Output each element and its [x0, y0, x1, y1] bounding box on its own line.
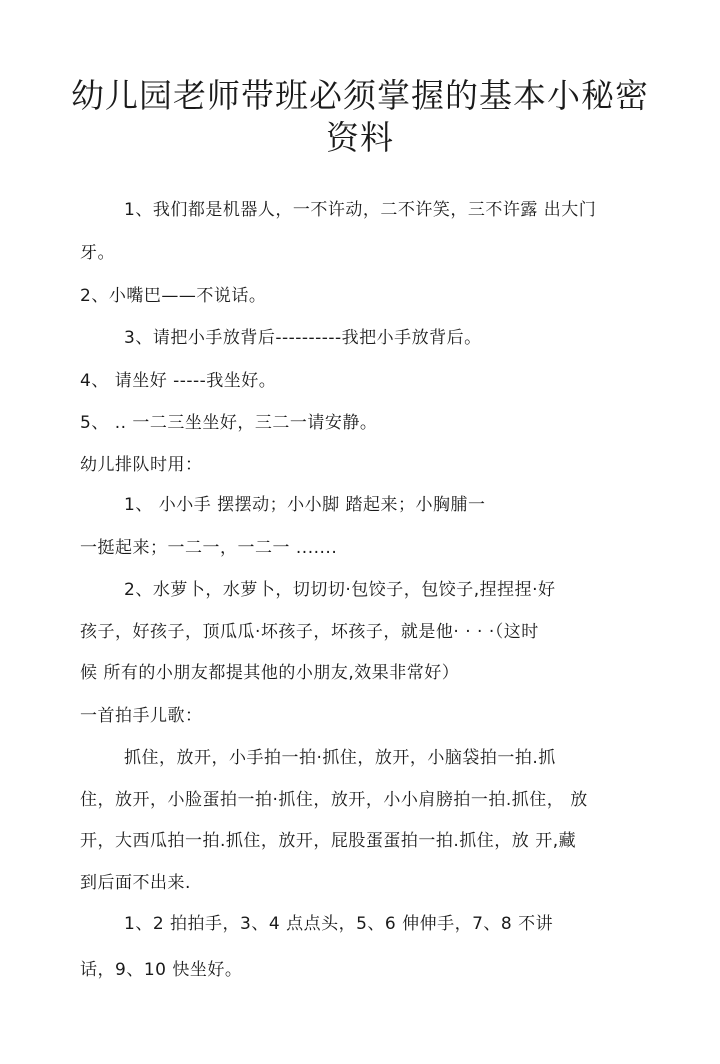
body-line: 抓住，放开，小手拍一拍·抓住，放开，小脑袋拍一拍.抓	[124, 748, 556, 768]
body-line: 住，放开，小脸蛋拍一拍·抓住，放开，小小肩膀拍一拍.抓住， 放	[80, 790, 588, 810]
body-line: 4、 请坐好 -----我坐好。	[80, 371, 277, 391]
body-line: 候 所有的小朋友都提其他的小朋友,效果非常好）	[80, 663, 460, 683]
body-line: 孩子，好孩子，顶瓜瓜·坏孩子，坏孩子，就是他· · · ·（这时	[80, 622, 539, 642]
body-line: 1、 小小手 摆摆动；小小脚 踏起来；小胸脯一	[124, 495, 486, 515]
body-line: 5、 .. 一二三坐坐好，三二一请安静。	[80, 413, 378, 433]
body-line: 一挺起来；一二一，一二一 .......	[80, 538, 338, 558]
section-heading: 幼儿排队时用：	[80, 455, 203, 475]
document-title-line-1: 幼儿园老师带班必须掌握的基本小秘密	[71, 76, 649, 115]
body-line: 1、我们都是机器人，一不许动，二不许笑，三不许露 出大门	[124, 200, 597, 220]
document-title-line-2: 资料	[326, 118, 394, 157]
body-line: 到后面不出来.	[80, 873, 191, 893]
body-line: 牙。	[80, 243, 115, 263]
body-line: 话，9、10 快坐好。	[80, 960, 243, 980]
body-line: 开，大西瓜拍一拍.抓住，放开，屁股蛋蛋拍一拍.抓住，放 开,藏	[80, 831, 577, 851]
body-line: 2、小嘴巴——不说话。	[80, 286, 267, 306]
body-line: 3、请把小手放背后----------我把小手放背后。	[124, 328, 482, 348]
section-heading: 一首拍手儿歌：	[80, 706, 203, 726]
body-line: 1、2 拍拍手，3、4 点点头，5、6 伸伸手，7、8 不讲	[124, 914, 554, 934]
body-line: 2、水萝卜，水萝卜，切切切·包饺子，包饺子,捏捏捏·好	[124, 580, 556, 600]
